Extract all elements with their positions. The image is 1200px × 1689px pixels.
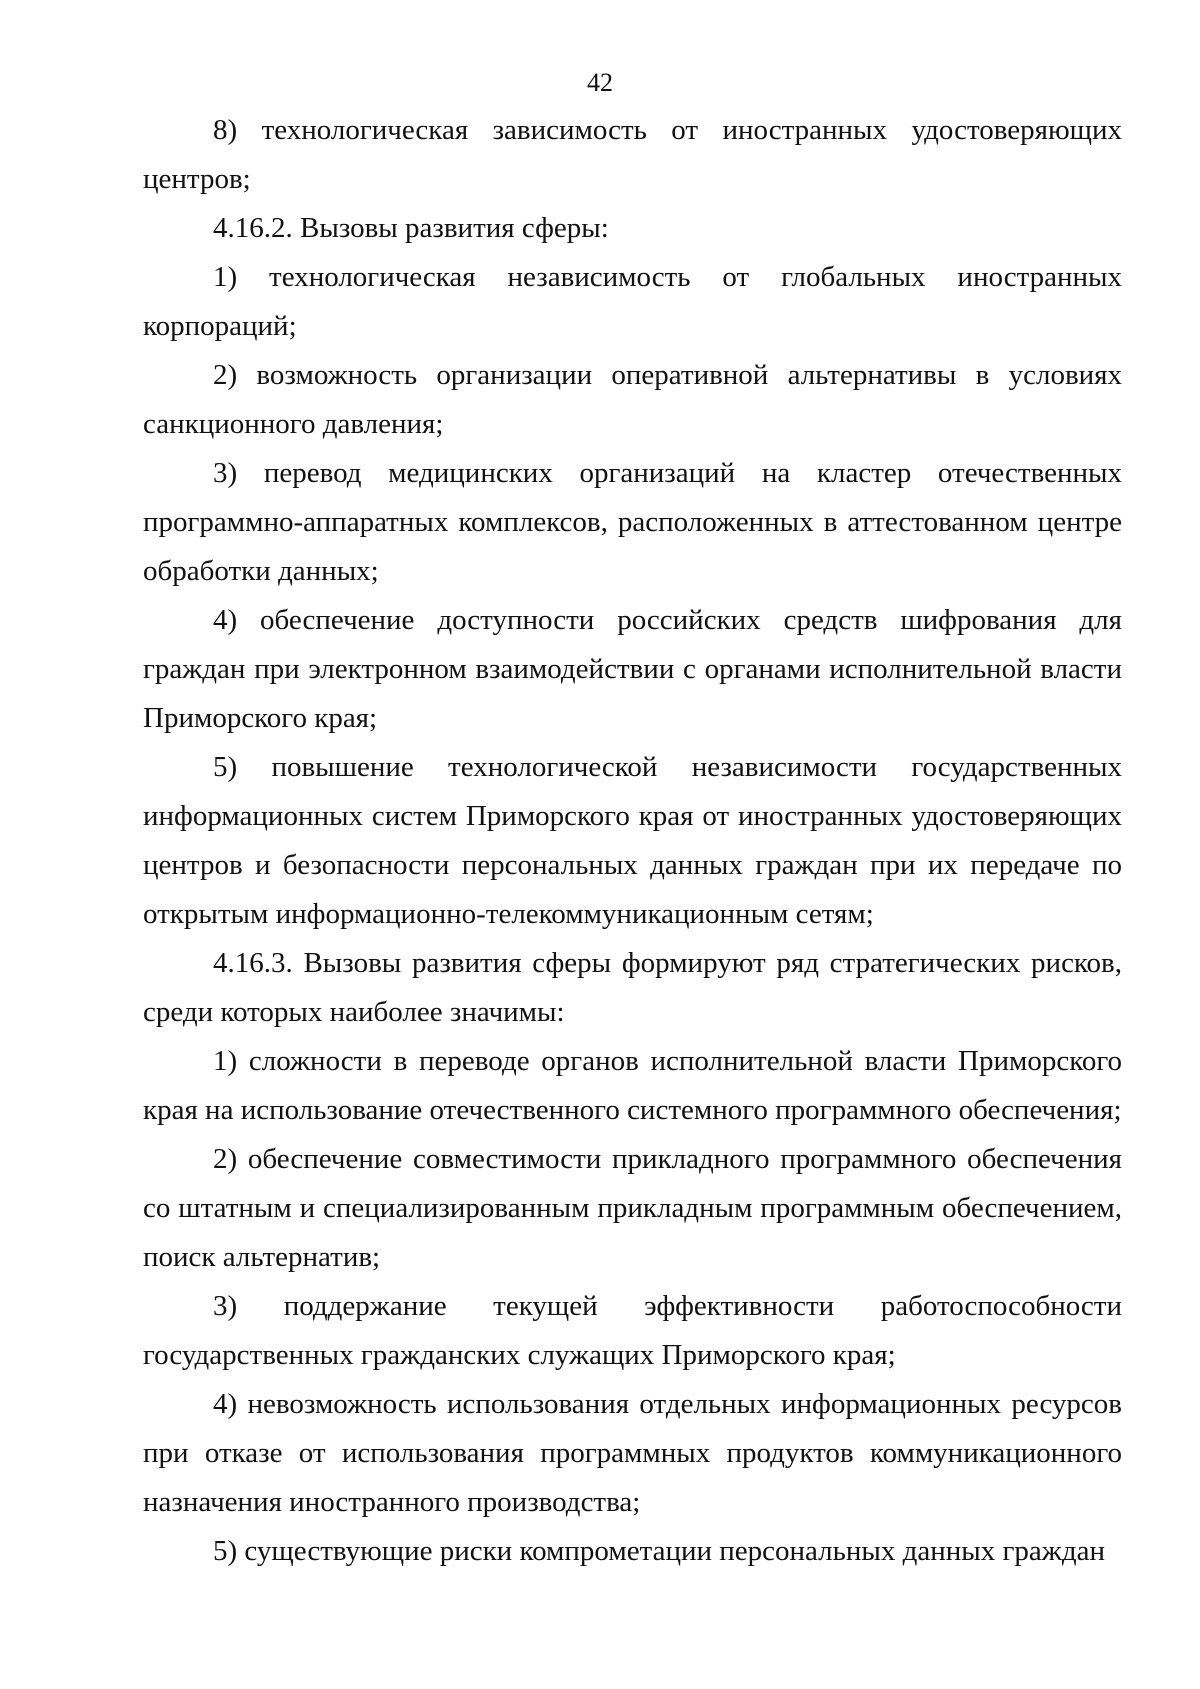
section-heading: 4.16.3. Вызовы развития сферы формируют ряд стратегических рисков, среди которых наиболее значимы:	[143, 947, 1122, 1028]
section-heading: 4.16.2. Вызовы развития сферы:	[213, 212, 609, 244]
list-item: 5) повышение технологической независимости государственных информационных систем Приморского края от иностранных удостоверяющих центров и безопасности персональных данных граждан при их передаче по открытым информационно-телекоммуникационным сетям;	[143, 751, 1122, 930]
paragraph: 8) технологическая зависимость от иностранных удостоверяющих центров;	[143, 114, 1122, 195]
list-item: 2) возможность организации оперативной альтернативы в условиях санкционного давления;	[143, 359, 1122, 440]
list-item: 1) сложности в переводе органов исполнительной власти Приморского края на использование отечественного системного программного обеспечения;	[143, 1045, 1122, 1126]
list-item: 1) технологическая независимость от глобальных иностранных корпораций;	[143, 261, 1122, 342]
page-number: 42	[587, 68, 613, 97]
list-item: 4) невозможность использования отдельных информационных ресурсов при отказе от использования программных продуктов коммуникационного назначения иностранного производства;	[143, 1388, 1122, 1518]
document-body	[143, 106, 1122, 1576]
list-item: 3) перевод медицинских организаций на кластер отечественных программно-аппаратных комплексов, расположенных в аттестованном центре обработки данных;	[143, 457, 1122, 587]
list-item: 2) обеспечение совместимости прикладного программного обеспечения со штатным и специализированным прикладным программным обеспечением, поиск альтернатив;	[143, 1143, 1122, 1273]
list-item: 3) поддержание текущей эффективности работоспособности государственных гражданских служащих Приморского края;	[143, 1290, 1122, 1371]
list-item: 5) существующие риски компрометации персональных данных граждан	[213, 1535, 1105, 1567]
list-item: 4) обеспечение доступности российских средств шифрования для граждан при электронном взаимодействии с органами исполнительной власти Приморского края;	[143, 604, 1122, 734]
